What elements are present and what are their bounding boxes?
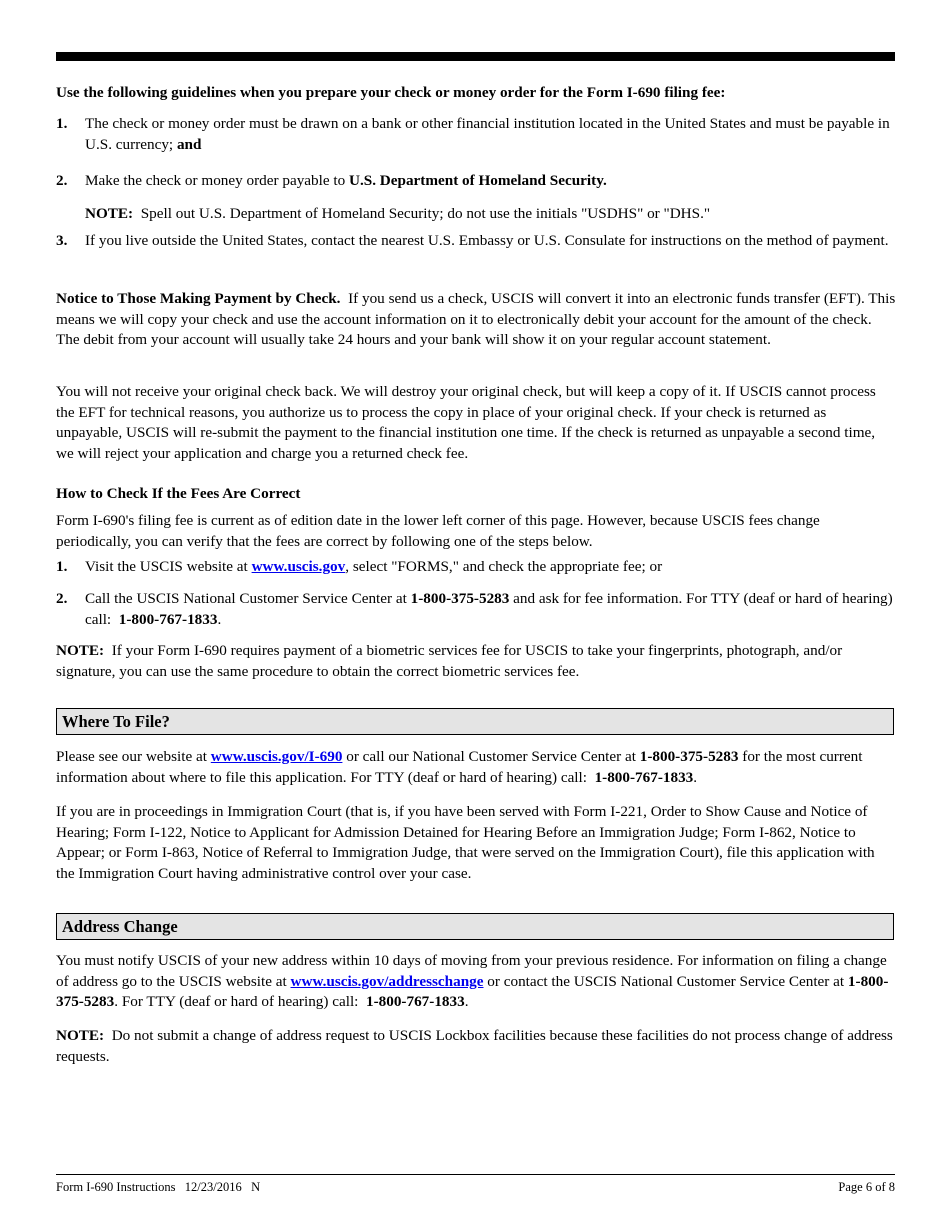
ncsc-phone: 1-800-375-5283 <box>410 590 510 607</box>
guideline-2-number: 2. <box>56 172 68 189</box>
address-pre: You must notify USCIS of your new address within 10 days of moving from your previous residence. For information on filing a change of address go to the USCIS website at <box>56 952 887 990</box>
fees-note-text: If your Form I-690 requires payment of a biometric services fee for USCIS to take your fingerprints, photograph, and/or signature, you can use the same procedure to obtain the correct biometric services fee. <box>56 642 843 680</box>
where-pre: Please see our website at <box>56 748 207 765</box>
fees-step-2-pre: Call the USCIS National Customer Service Center at <box>85 590 407 607</box>
where-phone: 1-800-375-5283 <box>639 748 739 765</box>
guideline-3-number: 3. <box>56 232 68 249</box>
address-change-header: Address Change <box>56 913 894 940</box>
where-end: . <box>693 768 698 786</box>
fees-heading: How to Check If the Fees Are Correct <box>56 485 301 502</box>
check-return-paragraph: You will not receive your original check back. We will destroy your original check, but will keep a copy of it. If USCIS cannot process the EFT for technical reasons, you authorize us to process the copy in place of your original check. If your check is returned as unpayable, USCIS will re-submit the payment to the financial institution one time. If the check is returned as unpayable a second time, we will reject your application and charge you a returned check fee. <box>56 383 876 462</box>
footer-page-number: Page 6 of 8 <box>838 1180 895 1194</box>
tty-phone: 1-800-767-1833 <box>118 610 218 628</box>
note-text: Spell out U.S. Department of Homeland Security; do not use the initials "USDHS" or "DHS." <box>140 205 711 222</box>
address-tty: 1-800-767-1833 <box>365 993 465 1010</box>
intro-text: Use the following guidelines when you prepare your check or money order for the Form I-690 filing fee: <box>56 84 726 101</box>
guideline-2-text: Make the check or money order payable to <box>85 172 346 189</box>
notice-text: If you send us a check, USCIS will convert it into an electronic funds transfer (EFT). This means we will copy your check and use the account information on it to electronically debit your account for the amount of the check. The debit from your account will usually take 24 hours and your bank will show it on your regular account statement. <box>56 290 896 348</box>
uscis-i690-link[interactable]: www.uscis.gov/I-690 <box>210 748 343 765</box>
footer-rule <box>56 1174 895 1175</box>
address-note-label: NOTE: <box>56 1027 105 1044</box>
where-mid2: for the most current information about where to file this application. For TTY (deaf or hard of hearing) call: <box>56 748 863 786</box>
fees-step-1-number: 1. <box>56 558 68 575</box>
footer-form-id: Form I-690 Instructions 12/23/2016 N <box>56 1180 261 1194</box>
address-phone: 1-800-375-5283 <box>56 972 889 1010</box>
fees-step-1-post: , select "FORMS," and check the appropriate fee; or <box>345 558 663 575</box>
address-change-link[interactable]: www.uscis.gov/addresschange <box>290 972 484 990</box>
guideline-1 <box>85 114 897 155</box>
address-note <box>56 1026 896 1067</box>
address-end: . <box>464 993 469 1010</box>
fees-step-1-pre: Visit the USCIS website at <box>85 558 248 575</box>
guideline-1-and: and <box>176 135 202 153</box>
where-tty: 1-800-767-1833 <box>594 768 694 786</box>
address-change-paragraph <box>56 951 896 1013</box>
note-label: NOTE: <box>85 205 134 222</box>
fees-step-2-mid: and ask for fee information. For TTY (deaf or hard of hearing) call: <box>85 590 893 628</box>
fees-intro: Form I-690's filing fee is current as of edition date in the lower left corner of this page. However, because USCIS fees change periodically, you can verify that the fees are correct by following one of the steps below. <box>56 512 820 550</box>
fees-step-2 <box>85 589 897 630</box>
where-to-file-paragraph <box>56 747 896 788</box>
fees-step-2-end: . <box>217 610 222 628</box>
fees-note <box>56 641 896 682</box>
guideline-2 <box>85 171 897 192</box>
guideline-2-payee: U.S. Department of Homeland Security. <box>349 172 607 189</box>
guideline-3: If you live outside the United States, contact the nearest U.S. Embassy or U.S. Consulate for instructions on the method of payment. <box>85 232 889 249</box>
uscis-website-link[interactable]: www.uscis.gov <box>251 558 346 575</box>
fees-step-1 <box>85 557 897 578</box>
address-mid2: . For TTY (deaf or hard of hearing) call: <box>114 993 359 1010</box>
top-rule <box>56 52 895 61</box>
note-spell-out <box>85 204 897 225</box>
where-to-file-header: Where To File? <box>56 708 894 735</box>
guideline-1-number: 1. <box>56 115 68 132</box>
notice-paragraph <box>56 289 896 351</box>
address-mid: or contact the USCIS National Customer Service Center at <box>487 972 845 990</box>
where-mid: or call our National Customer Service Center at <box>346 748 636 765</box>
address-note-text: Do not submit a change of address request to USCIS Lockbox facilities because these facilities do not process change of address requests. <box>56 1027 893 1065</box>
guideline-1-text: The check or money order must be drawn on a bank or other financial institution located in the United States and must be payable in U.S. currency; <box>85 115 890 153</box>
immigration-court-paragraph: If you are in proceedings in Immigration Court (that is, if you have been served with Form I-221, Order to Show Cause and Notice of Hearing; Form I-122, Notice to Applicant for Admission Detained for Hearing Before an Immigration Judge; Form I-862, Notice to Appear; or Form I-863, Notice of Referral to Immigration Judge, that were served on the Immigration Court), file this application with the Immigration Court having administrative control over your case. <box>56 803 875 882</box>
fees-step-2-number: 2. <box>56 590 68 607</box>
notice-title: Notice to Those Making Payment by Check. <box>56 290 341 307</box>
fees-note-label: NOTE: <box>56 642 105 659</box>
